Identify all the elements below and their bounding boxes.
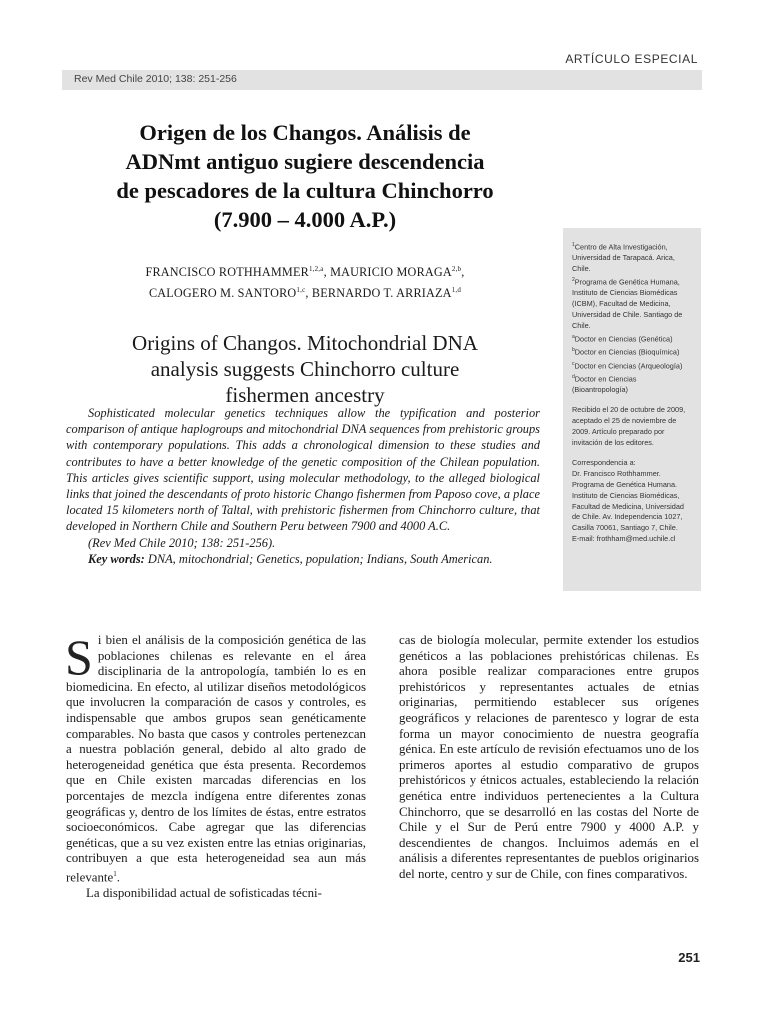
- title-line-4: (7.900 – 4.000 A.P.): [213, 207, 397, 232]
- affiliation: [572, 240, 693, 275]
- affiliation-text: Doctor en Ciencias (Bioquímica): [574, 347, 680, 357]
- title-line-2: ADNmt antiguo sugiere descendencia: [125, 149, 485, 174]
- header-bar: [62, 70, 702, 90]
- affiliation-mark: b: [572, 347, 575, 354]
- abstract: [66, 405, 540, 567]
- body-column-right: [399, 633, 699, 883]
- keywords-label: Key words:: [88, 551, 145, 566]
- article-title: [70, 118, 540, 234]
- correspondence-label: Correspondencia a:: [572, 457, 636, 467]
- body-paragraph: [65, 629, 366, 886]
- affiliation-text: Doctor en Ciencias (Bioantropología): [572, 374, 637, 395]
- paragraph-end: .: [116, 870, 120, 885]
- body-paragraph: La disponibilidad actual de sofisticadas técni-: [86, 885, 322, 900]
- keywords: [66, 551, 540, 567]
- affiliation: [572, 359, 693, 372]
- affiliation: [572, 332, 693, 345]
- drop-cap: S: [65, 629, 93, 685]
- author-affiliation: 2,b: [451, 265, 462, 273]
- english-title: [70, 330, 540, 408]
- english-title-line-2: analysis suggests Chinchorro culture: [150, 357, 460, 381]
- keywords-text: DNA, mitochondrial; Genetics, population; Indians, South American.: [144, 551, 493, 566]
- author-name: CALOGERO M. SANTORO: [148, 286, 297, 301]
- section-label: ARTÍCULO ESPECIAL: [565, 52, 698, 66]
- body-paragraph: cas de biología molecular, permite extender los estudios genéticos a las poblaciones prehistóricas chilenas. Es ahora posible realizar comparaciones entre grupos prehistóricos y representantes actuales de etnias originarias, permitiendo establecer sus orígenes geográficos y relaciones de parentesco y lograr de esta forma un mayor conocimiento de nuestra geografía génica. En este artículo de revisión efectuamos uno de los primeros aportes al estudio comparativo de grupos prehistóricos y étnicos actuales, estableciendo la relación genética entre individuos pertenecientes a la Cultura Chinchorro, que se desarrolló en las costas del Norte de Chile y el Sur de Perú entre 7900 y 4000 A.P. y descendientes de changos. Incluimos además en el análisis a diferentes representantes de pueblos originarios del norte, centro y sur de Chile, con fines comparativos.: [399, 633, 699, 881]
- body-column-left: [65, 629, 366, 901]
- reference-mark: 1: [113, 869, 117, 878]
- correspondence-email: E-mail: frothham@med.uchile.cl: [572, 534, 676, 544]
- affiliation: [572, 345, 693, 358]
- paragraph-text: i bien el análisis de la composición genética de las poblaciones chilenas es relevante en el área disciplinaria de la antropología, también lo es en biomedicina. En efecto, al utilizar diseños metodológicos que involucren la comparación de casos y controles, es indispensable que ambos grupos sean genéticamente comparables. No basta que casos y controles pertenezcan a nuestra población general, debido al alto grado de heterogeneidad genética que ésta presenta. Recordemos que en Chile existen marcadas diferencias en los porcentajes de mezcla indígena entre diferentes zonas geográficas y, dentro de los límites de éstas, entre estratos socioeconómicos. Cabe agregar que las diferencias genéticas, que a su vez existen entre las etnias originarias, contribuyen a que esta heterogeneidad sea aun más relevante: [66, 633, 366, 885]
- affiliation-mark: c: [572, 360, 575, 367]
- affiliation: [572, 372, 693, 396]
- affiliation-text: Programa de Genética Humana, Instituto de Ciencias Biomédicas (ICBM), Facultad de Medicina, Universidad de Chile. Santiago de Chile.: [572, 277, 683, 331]
- abstract-body: Sophisticated molecular genetics techniques allow the typification and posterior comparison of antique haplogroups and mitochondrial DNA sequences from prehistoric groups with contemporary populations. This adds a chronological dimension to these studies and contributes to have a better knowledge of the genetic composition of the Chilean population. This articles gives scientific support, using molecular methodology, to the alleged biological links that joined the descendants of proto historic Chango fishermen from Paposo cove, a place located 15 kilometers north of Taltal, with prehistoric fishermen from Chinchorro culture, that developed in Northern Chile and Southern Peru between 7900 and 4000 A.C.: [66, 406, 540, 534]
- author-name: BERNARDO T. ARRIAZA: [311, 286, 452, 301]
- affiliation-mark: d: [572, 374, 575, 381]
- page-number: 251: [678, 950, 700, 965]
- received-dates: Recibido el 20 de octubre de 2009, aceptado el 25 de noviembre de 2009. Artículo preparado por invitación de los editores.: [572, 405, 686, 448]
- author-separator: ,: [305, 286, 312, 301]
- affiliations-sidebar: [563, 228, 701, 591]
- affiliation-mark: a: [572, 334, 575, 341]
- affiliation-text: Doctor en Ciencias (Genética): [574, 334, 673, 344]
- affiliation-mark: 2: [572, 277, 575, 284]
- author-separator: ,: [461, 265, 465, 280]
- author-affiliation: 1,2,a: [308, 265, 324, 273]
- title-line-3: de pescadores de la cultura Chinchorro: [116, 178, 494, 203]
- correspondence-address: Dr. Francisco Rothhammer. Programa de Genética Humana. Instituto de Ciencias Biomédicas, Facultad de Medicina, Universidad de Chile. Av. Independencia 1027, Casilla 70061, Santiago 7, Chile.: [572, 468, 684, 533]
- journal-reference: Rev Med Chile 2010; 138: 251-256: [74, 73, 237, 85]
- author-separator: ,: [323, 265, 331, 280]
- english-title-line-1: Origins of Changos. Mitochondrial DNA: [132, 331, 478, 355]
- affiliation: [572, 275, 693, 332]
- author-name: FRANCISCO ROTHHAMMER: [145, 265, 309, 280]
- affiliation-text: Centro de Alta Investigación, Universidad de Tarapacá. Arica, Chile.: [572, 242, 675, 274]
- author-list: [70, 260, 540, 302]
- author-affiliation: 1,c: [296, 286, 306, 295]
- author-affiliation: 1,d: [451, 286, 462, 295]
- affiliation-mark: 1: [572, 242, 575, 248]
- title-line-1: Origen de los Changos. Análisis de: [139, 120, 471, 145]
- affiliation-text: Doctor en Ciencias (Arqueología): [574, 361, 683, 371]
- english-title-line-3: fishermen ancestry: [225, 383, 385, 407]
- abstract-citation: (Rev Med Chile 2010; 138: 251-256).: [88, 535, 276, 550]
- author-name: MAURICIO MORAGA: [330, 265, 452, 280]
